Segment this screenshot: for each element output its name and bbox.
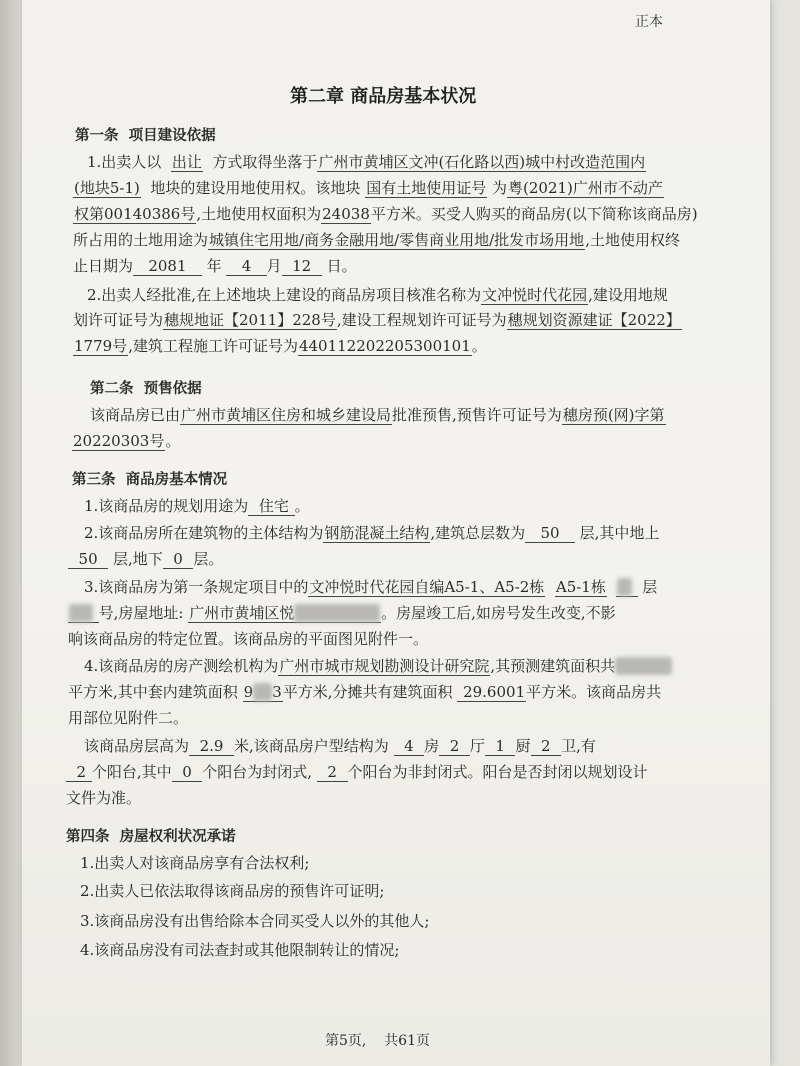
article-3-line-4: 3.该商品房为第一条规定项目中的文冲悦时代花园自编A5-1、A5-2栋 A5-1栋 层	[84, 578, 658, 596]
article-3-line-12: 文件为准。	[66, 789, 142, 807]
article-4-item-2: 2.出卖人已依法取得该商品房的预售许可证明;	[80, 882, 385, 900]
article-4-heading: 第四条 房屋权利状况承诺	[66, 829, 236, 845]
article-4-item-3: 3.该商品房没有出售给除本合同买受人以外的其他人;	[80, 912, 430, 930]
article-1-line-1: 1.出卖人以 出让 方式取得坐落于广州市黄埔区文冲(石化路以西)城中村改造范围内	[87, 153, 646, 171]
article-3-line-8: 平方米,其中套内建筑面积 9 3平方米,分摊共有建筑面积 29.6001平方米。该商品房共	[68, 683, 662, 701]
article-3-line-2: 2.该商品房所在建筑物的主体结构为钢筋混凝土结构,建筑总层数为 50 层,其中地上	[84, 524, 660, 542]
article-1-heading: 第一条 项目建设依据	[75, 128, 216, 144]
article-3-line-5: 号,房屋地址: 广州市黄埔区悦 。房屋竣工后,如房号发生改变,不影	[68, 603, 616, 623]
article-3-line-9: 用部位见附件二。	[68, 709, 189, 727]
page-edge	[768, 0, 800, 1066]
article-1-line-8: 1779号,建筑工程施工许可证号为440112202205300101。	[74, 337, 487, 355]
corner-label: 正本	[635, 14, 663, 30]
article-3-line-6: 响该商品房的特定位置。该商品房的平面图见附件一。	[68, 630, 429, 648]
article-3-line-10: 该商品房层高为 2.9 米,该商品房户型结构为 4 房 2 厅 1 厨 2 卫,有	[84, 737, 596, 755]
page-total: 共61页	[384, 1033, 430, 1049]
article-1-line-7: 划许可证号为穗规地证【2011】228号,建设工程规划许可证号为穗规划资源建证【2022】	[73, 311, 681, 329]
page-footer	[325, 1030, 430, 1050]
article-4-item-4: 4.该商品房没有司法查封或其他限制转让的情况;	[80, 941, 400, 959]
article-3-line-11: 2 个阳台,其中 0 个阳台为封闭式, 2 个阳台为非封闭式。阳台是否封闭以规划设计	[66, 762, 648, 782]
article-3-heading: 第三条 商品房基本情况	[72, 472, 228, 488]
article-3-line-3: 50 层,地下 0 层。	[68, 549, 223, 569]
article-2-heading: 第二条 预售依据	[90, 381, 202, 397]
article-3-line-1: 1.该商品房的规划用途为 住宅 。	[84, 497, 310, 515]
article-1-line-5: 止日期为 2081 年 4 月 12 日。	[73, 257, 357, 275]
article-1-line-2: (地块5-1) 地块的建设用地使用权。该地块 国有土地使用证号 为粤(2021)广州市不动产	[74, 179, 663, 197]
article-4-item-1: 1.出卖人对该商品房享有合法权利;	[80, 854, 310, 872]
page-number: 第5页,	[325, 1033, 367, 1049]
article-1-line-6: 2.出卖人经批准,在上述地块上建设的商品房项目核准名称为文冲悦时代花园,建设用地规	[87, 286, 668, 304]
chapter-title: 第二章 商品房基本状况	[290, 86, 477, 107]
article-1-line-3: 权第00140386号,土地使用权面积为24038平方米。买受人购买的商品房(以下简称该商品房)	[74, 205, 698, 223]
article-2-line-1: 该商品房已由广州市黄埔区住房和城乡建设局批准预售,预售许可证号为穗房预(网)字第	[90, 406, 665, 424]
article-2-line-2: 20220303号。	[73, 432, 181, 450]
article-3-line-7: 4.该商品房的房产测绘机构为广州市城市规划勘测设计研究院,其预测建筑面积共	[84, 656, 672, 676]
article-1-line-4: 所占用的土地用途为城镇住宅用地/商务金融用地/零售商业用地/批发市场用地,土地使用权终	[73, 231, 680, 249]
